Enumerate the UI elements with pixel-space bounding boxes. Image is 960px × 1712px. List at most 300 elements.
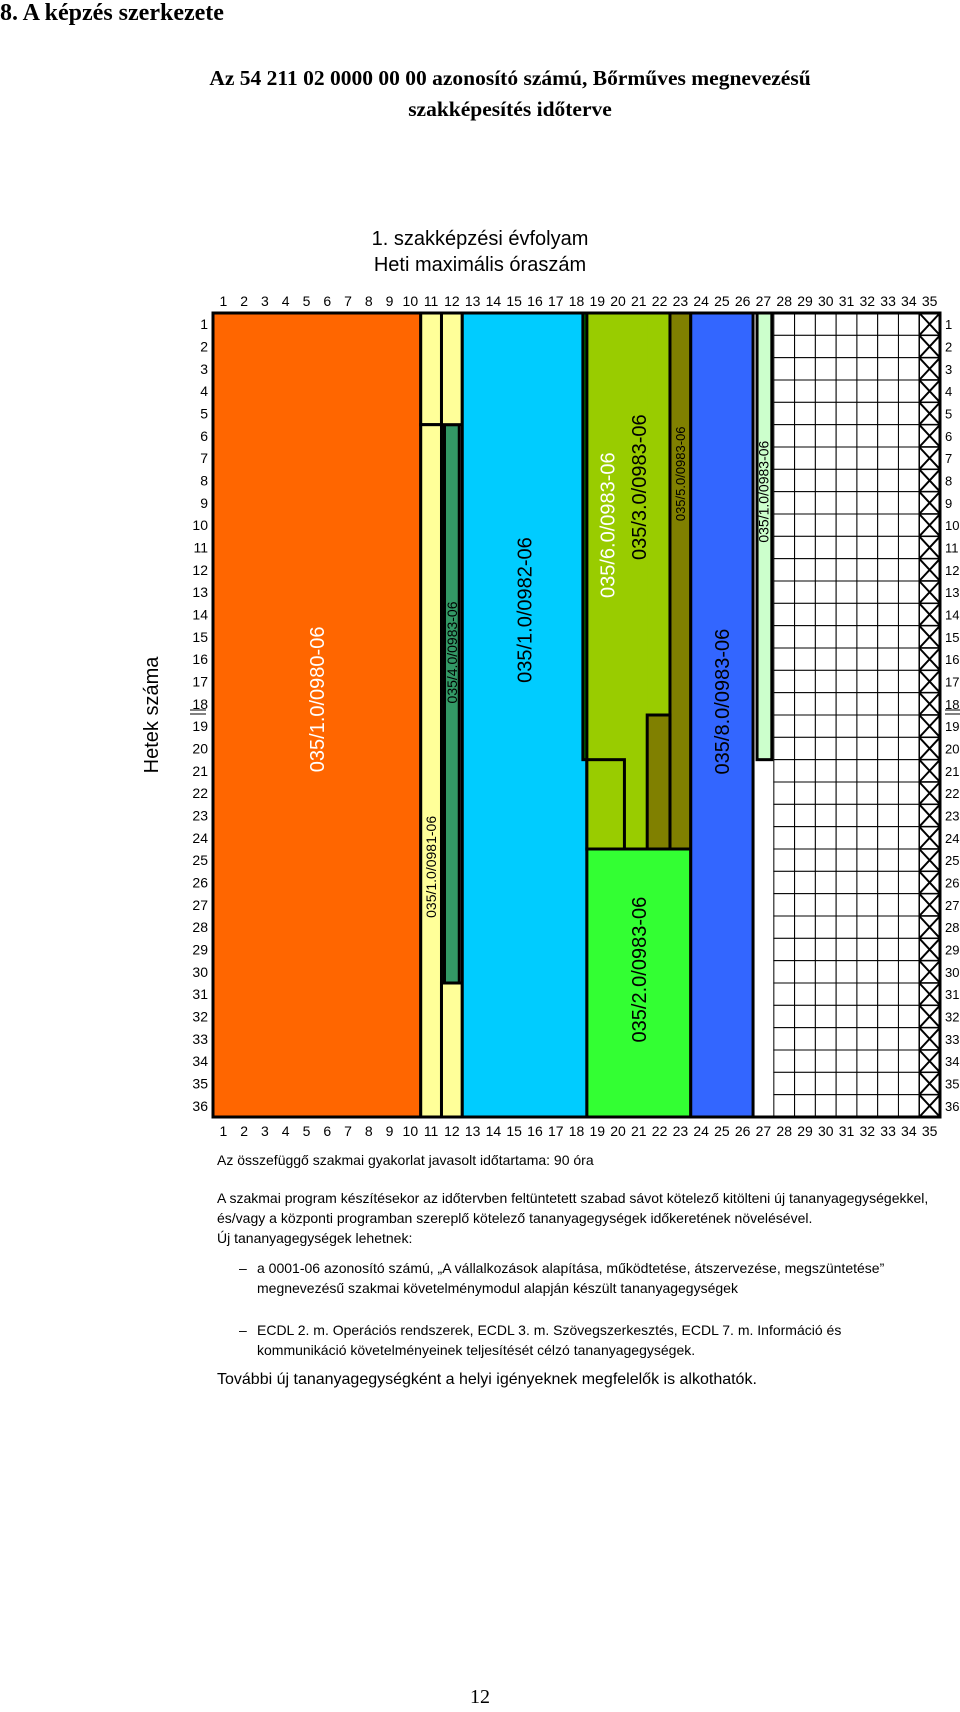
x-tick-label: 3 (261, 293, 269, 309)
free-grid-cell (878, 469, 899, 491)
free-grid-cell (898, 603, 919, 625)
y-tick-label: 24 (945, 830, 960, 846)
schedule-block (670, 313, 691, 849)
free-grid-cell (774, 559, 795, 581)
free-grid-cell (878, 1028, 899, 1050)
free-grid-cell (774, 670, 795, 692)
free-grid-cell (898, 1028, 919, 1050)
x-tick-label: 34 (901, 293, 917, 309)
x-tick-label: 13 (464, 293, 481, 309)
free-grid-cell (878, 514, 899, 536)
list-item (217, 1258, 932, 1298)
free-grid-cell (815, 1005, 836, 1027)
y-tick-label: 1 (200, 316, 208, 333)
y-tick-label: 15 (192, 628, 208, 645)
free-grid-cell (898, 425, 919, 447)
free-grid-cell (898, 559, 919, 581)
free-grid-cell (795, 715, 816, 737)
x-tick-label: 30 (817, 1123, 834, 1139)
free-grid-cell (774, 1005, 795, 1027)
free-grid-cell (774, 894, 795, 916)
x-tick-label: 29 (797, 293, 813, 309)
y-tick-label: 30 (945, 964, 960, 980)
free-grid-cell (898, 715, 919, 737)
free-grid-cell (795, 1005, 816, 1027)
x-tick-label: 22 (651, 293, 668, 309)
x-tick-label: 14 (485, 293, 502, 309)
free-grid-cell (898, 514, 919, 536)
free-grid-cell (857, 737, 878, 759)
free-grid-cell (898, 1050, 919, 1072)
free-grid-cell (878, 335, 899, 357)
free-grid-cell (836, 782, 857, 804)
free-grid-cell (795, 626, 816, 648)
free-grid-cell (898, 916, 919, 938)
free-grid-cell (878, 559, 899, 581)
free-grid-cell (774, 827, 795, 849)
x-tick-label: 28 (776, 1123, 793, 1139)
y-tick-label: 25 (192, 852, 208, 869)
free-grid-cell (774, 1095, 795, 1117)
free-grid-cell (857, 804, 878, 826)
free-grid-cell (878, 849, 899, 871)
free-grid-cell (795, 536, 816, 558)
free-grid-cell (898, 894, 919, 916)
y-tick-label: 1 (945, 317, 953, 333)
free-grid-cell (795, 1072, 816, 1094)
free-grid-cell (878, 983, 899, 1005)
y-tick-label: 36 (192, 1097, 208, 1114)
free-grid-cell (815, 1072, 836, 1094)
x-tick-label: 4 (281, 293, 290, 309)
free-grid-cell (878, 961, 899, 983)
free-grid-cell (836, 938, 857, 960)
free-grid-cell (836, 492, 857, 514)
y-tick-label: 4 (945, 384, 953, 400)
free-grid-cell (836, 425, 857, 447)
free-grid-cell (795, 1028, 816, 1050)
free-grid-cell (898, 1095, 919, 1117)
y-tick-label: 31 (945, 987, 960, 1003)
free-grid-cell (795, 380, 816, 402)
block-label: 035/1.0/0981-06 (423, 815, 439, 918)
y-tick-label: 20 (945, 741, 960, 757)
y-tick-label: 2 (200, 338, 208, 355)
free-grid-cell (857, 693, 878, 715)
y-tick-label: 22 (192, 785, 208, 802)
free-grid-cell (774, 916, 795, 938)
free-grid-cell (774, 938, 795, 960)
x-tick-label: 5 (302, 293, 311, 309)
y-tick-label: 3 (200, 360, 208, 377)
free-grid-cell (836, 961, 857, 983)
free-grid-cell (898, 492, 919, 514)
free-grid-cell (898, 961, 919, 983)
free-grid-cell (878, 715, 899, 737)
x-tick-label: 16 (527, 1123, 543, 1139)
x-tick-label: 26 (734, 1123, 751, 1139)
x-tick-label: 12 (444, 1123, 460, 1139)
x-tick-label: 19 (589, 1123, 606, 1139)
dash-marker: – (239, 1260, 247, 1276)
y-tick-label: 8 (200, 472, 208, 489)
free-grid-cell (857, 670, 878, 692)
free-grid-cell (857, 380, 878, 402)
x-tick-label: 6 (323, 1123, 332, 1139)
free-grid-cell (836, 1050, 857, 1072)
free-grid-cell (836, 402, 857, 424)
x-tick-label: 11 (423, 1123, 439, 1139)
free-grid-cell (795, 469, 816, 491)
y-tick-label: 18 (945, 696, 960, 712)
free-grid-cell (815, 492, 836, 514)
free-grid-cell (836, 827, 857, 849)
free-grid-cell (795, 581, 816, 603)
new-units-intro: Új tananyagegységek lehetnek: (217, 1230, 413, 1246)
x-tick-label: 25 (714, 293, 730, 309)
block-label: 035/1.0/0982-06 (514, 537, 537, 683)
closing-note: További új tananyagegységként a helyi igényeknek megfelelők is alkothatók. (217, 1371, 757, 1388)
y-tick-label: 29 (192, 941, 208, 958)
free-grid-cell (774, 1028, 795, 1050)
free-grid-cell (878, 916, 899, 938)
y-tick-label: 22 (945, 786, 960, 802)
free-grid-cell (795, 514, 816, 536)
free-grid-cell (795, 938, 816, 960)
free-grid-cell (898, 693, 919, 715)
x-tick-label: 33 (880, 293, 896, 309)
section-heading: 8. A képzés szerkezete (0, 0, 224, 26)
x-tick-label: 7 (344, 293, 352, 309)
x-tick-label: 28 (776, 293, 793, 309)
y-tick-label: 36 (945, 1098, 960, 1114)
practice-note: Az összefüggő szakmai gyakorlat javasolt időtartama: 90 óra (217, 1152, 594, 1168)
free-grid-cell (857, 961, 878, 983)
free-grid-cell (795, 313, 816, 335)
x-tick-label: 21 (631, 293, 647, 309)
y-tick-label: 25 (945, 853, 960, 869)
free-grid-cell (815, 894, 836, 916)
x-tick-label: 2 (240, 1123, 249, 1139)
x-tick-label: 6 (323, 293, 332, 309)
free-grid-cell (795, 804, 816, 826)
y-tick-label: 33 (192, 1030, 208, 1047)
free-grid-cell (898, 581, 919, 603)
free-grid-cell (774, 335, 795, 357)
free-grid-cell (857, 782, 878, 804)
free-grid-cell (898, 1005, 919, 1027)
y-tick-label: 18 (192, 695, 208, 712)
free-grid-cell (836, 1005, 857, 1027)
free-grid-cell (795, 492, 816, 514)
free-grid-cell (898, 760, 919, 782)
free-grid-cell (795, 983, 816, 1005)
free-grid-cell (774, 983, 795, 1005)
free-grid-cell (836, 1028, 857, 1050)
hours-label: Heti maximális óraszám (373, 254, 587, 276)
free-grid-cell (898, 335, 919, 357)
schedule-block (647, 715, 670, 849)
free-grid-cell (836, 380, 857, 402)
free-grid-cell (795, 447, 816, 469)
free-grid-cell (795, 760, 816, 782)
block-label: 035/8.0/0983-06 (711, 628, 734, 775)
y-tick-label: 8 (945, 473, 953, 489)
free-grid-cell (898, 827, 919, 849)
free-grid-cell (857, 715, 878, 737)
free-grid-cell (857, 603, 878, 625)
y-tick-label: 35 (192, 1075, 208, 1092)
free-grid-cell (878, 938, 899, 960)
x-tick-label: 31 (838, 1123, 855, 1139)
x-tick-label: 23 (672, 293, 689, 309)
free-grid-cell (774, 447, 795, 469)
free-grid-cell (815, 961, 836, 983)
y-tick-label: 20 (192, 740, 208, 757)
y-tick-label: 19 (945, 719, 960, 735)
free-grid-cell (795, 1095, 816, 1117)
y-tick-label: 11 (193, 539, 208, 556)
free-grid-cell (815, 313, 836, 335)
y-tick-label: 9 (200, 494, 208, 511)
free-grid-cell (836, 737, 857, 759)
x-tick-label: 23 (672, 1123, 689, 1139)
x-tick-label: 24 (693, 293, 709, 309)
free-grid-cell (857, 827, 878, 849)
block-label: 035/6.0/0983-06 (597, 452, 620, 599)
y-tick-label: 19 (192, 718, 208, 735)
free-grid-cell (815, 581, 836, 603)
free-grid-cell (857, 447, 878, 469)
block-label: 035/3.0/0983-06 (628, 414, 651, 561)
free-grid-cell (774, 492, 795, 514)
free-grid-cell (898, 358, 919, 380)
y-tick-label: 33 (945, 1031, 960, 1047)
x-tick-label: 27 (755, 293, 772, 309)
x-tick-label: 12 (444, 293, 460, 309)
free-grid-cell (836, 983, 857, 1005)
free-grid-cell (857, 358, 878, 380)
x-tick-label: 18 (568, 1123, 585, 1139)
free-grid-cell (815, 715, 836, 737)
free-grid-cell (878, 380, 899, 402)
x-tick-label: 22 (651, 1123, 668, 1139)
free-grid-cell (774, 514, 795, 536)
free-grid-cell (815, 737, 836, 759)
y-tick-label: 30 (192, 963, 208, 980)
free-grid-cell (898, 849, 919, 871)
y-tick-label: 14 (192, 606, 208, 623)
x-tick-label: 4 (281, 1123, 290, 1139)
page-number: 12 (470, 1686, 490, 1708)
y-tick-label: 6 (945, 428, 953, 444)
free-grid-cell (878, 871, 899, 893)
x-tick-label: 34 (901, 1123, 917, 1139)
free-grid-cell (836, 447, 857, 469)
y-tick-label: 32 (192, 1008, 208, 1025)
y-axis-label: Hetek száma (141, 656, 163, 774)
list-item-text: a 0001-06 azonosító számú, „A vállalkozások alapítása, működtetése, átszervezése, megszüntetése” megnevezésű szakmai követelménymodul alapján készült tananyagegységek (257, 1260, 885, 1296)
free-grid-cell (857, 983, 878, 1005)
x-tick-label: 8 (364, 1123, 373, 1139)
x-tick-label: 32 (859, 1123, 876, 1139)
free-grid-cell (898, 648, 919, 670)
free-grid-cell (857, 514, 878, 536)
block-label: 035/5.0/0983-06 (672, 426, 688, 522)
y-tick-label: 12 (945, 562, 960, 578)
free-grid-cell (815, 626, 836, 648)
free-grid-cell (878, 760, 899, 782)
free-grid-cell (878, 1095, 899, 1117)
y-tick-label: 4 (200, 383, 208, 400)
y-tick-label: 5 (200, 405, 208, 422)
free-grid-cell (878, 313, 899, 335)
free-grid-cell (815, 559, 836, 581)
free-grid-cell (774, 804, 795, 826)
free-grid-cell (795, 670, 816, 692)
y-tick-label: 35 (945, 1076, 960, 1092)
free-grid-cell (878, 782, 899, 804)
free-grid-cell (898, 938, 919, 960)
free-grid-cell (815, 1050, 836, 1072)
free-grid-cell (815, 983, 836, 1005)
x-tick-label: 16 (527, 293, 543, 309)
y-tick-label: 2 (945, 339, 953, 355)
free-grid-cell (857, 559, 878, 581)
free-grid-cell (898, 380, 919, 402)
free-grid-cell (774, 626, 795, 648)
free-grid-cell (795, 425, 816, 447)
free-grid-cell (878, 536, 899, 558)
y-tick-label: 3 (945, 361, 953, 377)
free-grid-cell (774, 581, 795, 603)
y-tick-label: 29 (945, 942, 960, 958)
y-tick-label: 34 (945, 1054, 960, 1070)
x-tick-label: 30 (817, 293, 834, 309)
free-grid-cell (815, 938, 836, 960)
free-grid-cell (815, 425, 836, 447)
y-tick-label: 10 (945, 518, 960, 534)
free-grid-cell (836, 358, 857, 380)
free-grid-cell (836, 313, 857, 335)
x-tick-label: 3 (261, 1123, 269, 1139)
x-tick-label: 11 (423, 293, 439, 309)
free-grid-cell (815, 670, 836, 692)
y-tick-label: 27 (192, 896, 208, 913)
document-title-line-1: Az 54 211 02 0000 00 00 azonosító számú, Bőrműves megnevezésű (209, 66, 811, 90)
free-grid-cell (857, 871, 878, 893)
free-grid-cell (836, 693, 857, 715)
free-grid-cell (774, 871, 795, 893)
free-grid-cell (774, 760, 795, 782)
x-tick-label: 5 (302, 1123, 311, 1139)
x-tick-label: 35 (921, 1123, 938, 1139)
free-grid-cell (878, 827, 899, 849)
y-tick-label: 17 (192, 673, 208, 690)
free-grid-cell (836, 871, 857, 893)
block-label: 035/1.0/0983-06 (755, 440, 772, 543)
x-tick-label: 20 (610, 1123, 626, 1139)
free-grid-cell (878, 581, 899, 603)
block-label: 035/1.0/0980-06 (306, 626, 329, 773)
free-grid-cell (774, 693, 795, 715)
x-tick-label: 20 (610, 293, 626, 309)
free-grid-cell (795, 961, 816, 983)
free-grid-cell (836, 1072, 857, 1094)
free-grid-cell (836, 559, 857, 581)
free-grid-cell (774, 782, 795, 804)
schedule-block (441, 313, 462, 425)
free-grid-cell (857, 849, 878, 871)
free-grid-cell (898, 1072, 919, 1094)
new-units-list (217, 1258, 932, 1360)
free-grid-cell (815, 514, 836, 536)
free-grid-cell (795, 916, 816, 938)
free-grid-cell (878, 693, 899, 715)
free-grid-cell (795, 782, 816, 804)
x-tick-label: 32 (859, 293, 876, 309)
free-grid-cell (898, 670, 919, 692)
x-tick-label: 18 (568, 293, 585, 309)
free-grid-cell (795, 737, 816, 759)
free-grid-cell (836, 603, 857, 625)
free-grid-cell (857, 626, 878, 648)
y-tick-label: 16 (192, 651, 208, 668)
list-item-text: ECDL 2. m. Operációs rendszerek, ECDL 3. m. Szövegszerkesztés, ECDL 7. m. Információ és kommunikáció követelményeinek teljesítését célzó tananyagegységek. (257, 1322, 842, 1358)
free-grid-cell (878, 425, 899, 447)
free-grid-cell (857, 1095, 878, 1117)
y-tick-label: 31 (192, 986, 208, 1003)
free-grid-cell (795, 402, 816, 424)
x-tick-label: 26 (734, 293, 751, 309)
free-grid-cell (815, 827, 836, 849)
x-tick-label: 21 (631, 1123, 647, 1139)
schedule-block (462, 313, 587, 1117)
free-grid-cell (898, 871, 919, 893)
y-tick-label: 24 (192, 829, 208, 846)
x-tick-label: 24 (693, 1123, 709, 1139)
x-tick-label: 27 (755, 1123, 772, 1139)
y-tick-label: 23 (192, 807, 208, 824)
free-grid-cell (898, 469, 919, 491)
free-grid-cell (878, 894, 899, 916)
x-tick-label: 13 (464, 1123, 481, 1139)
free-grid-cell (898, 782, 919, 804)
free-grid-cell (898, 536, 919, 558)
free-grid-cell (898, 447, 919, 469)
free-grid-cell (815, 871, 836, 893)
free-grid-cell (878, 648, 899, 670)
dash-marker: – (239, 1322, 247, 1338)
free-grid-cell (815, 916, 836, 938)
free-grid-cell (815, 358, 836, 380)
y-tick-label: 15 (945, 629, 960, 645)
free-grid-cell (774, 469, 795, 491)
free-grid-cell (857, 313, 878, 335)
free-grid-cell (815, 782, 836, 804)
free-grid-cell (857, 492, 878, 514)
schedule-block (421, 313, 442, 425)
document-title-line-2: szakképesítés időterve (408, 97, 612, 121)
free-grid-cell (774, 402, 795, 424)
x-tick-label: 15 (506, 1123, 522, 1139)
free-grid-cell (815, 849, 836, 871)
free-grid-cell (774, 1050, 795, 1072)
free-grid-cell (774, 380, 795, 402)
free-grid-cell (836, 804, 857, 826)
y-tick-label: 9 (945, 495, 953, 511)
free-grid-cell (795, 1050, 816, 1072)
